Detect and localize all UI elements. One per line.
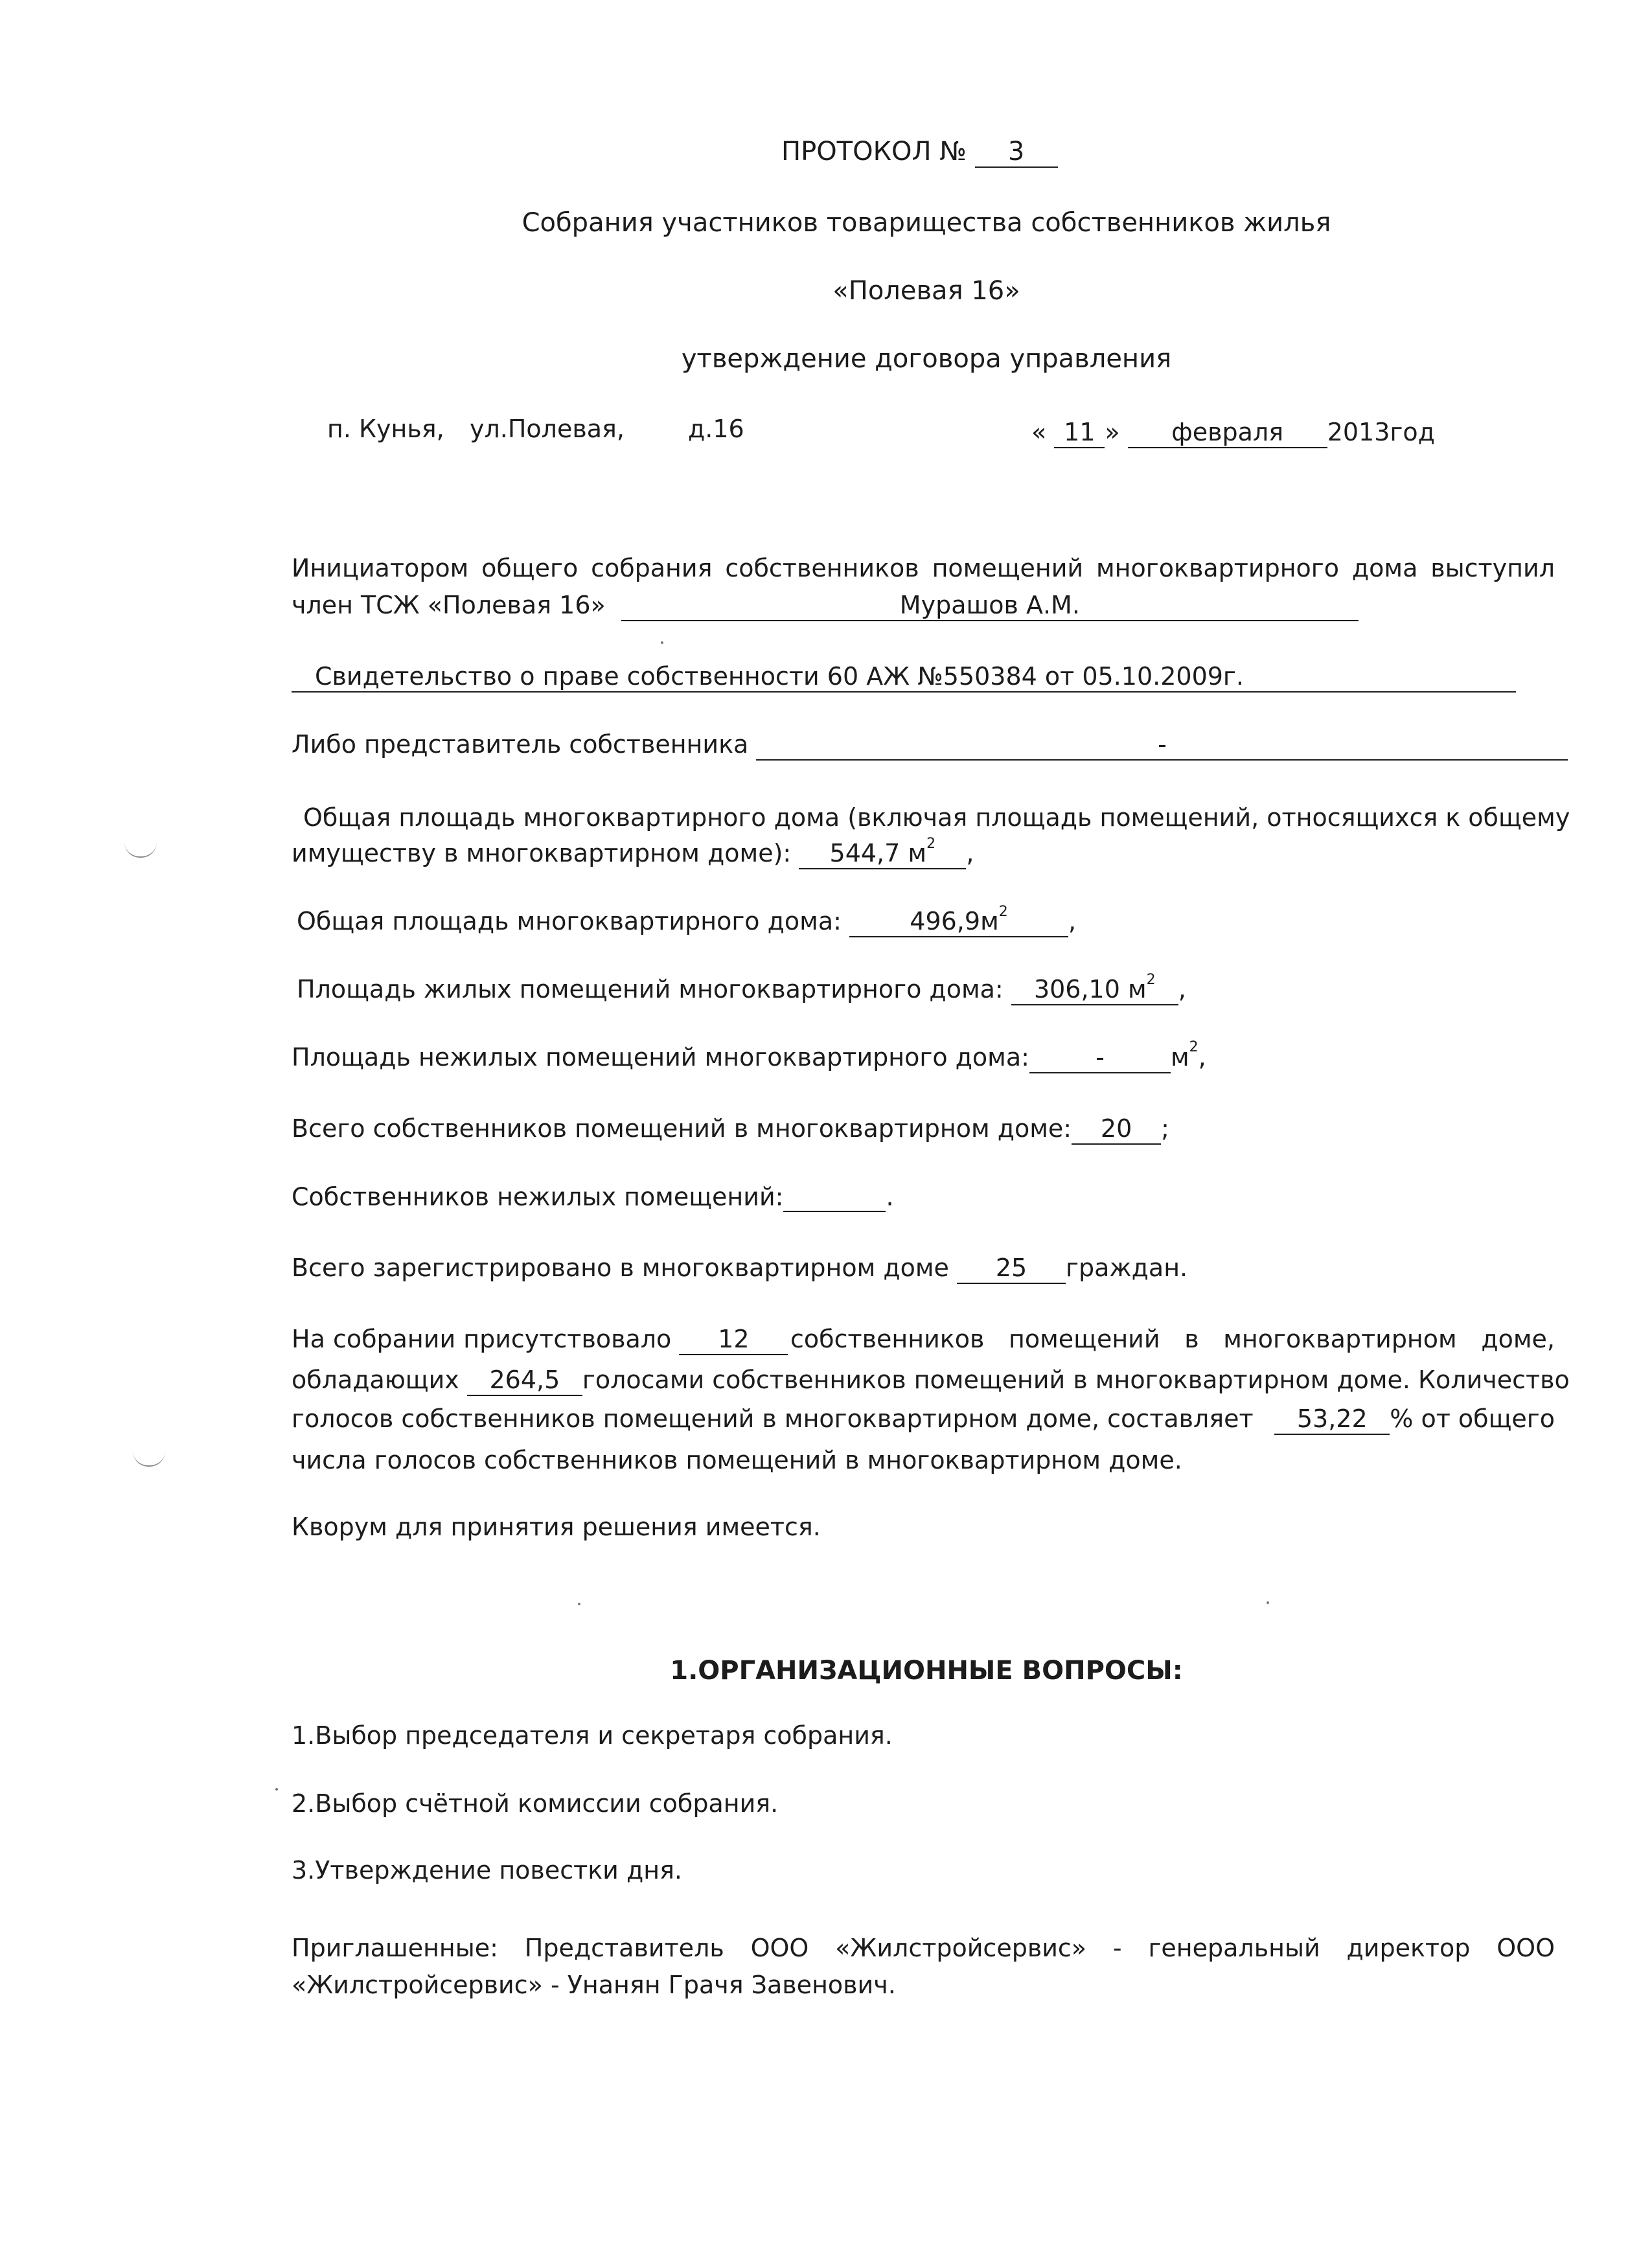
protocol-title	[781, 136, 1058, 168]
total-area-label: Общая площадь многоквартирного дома:	[297, 907, 842, 935]
date-year: 2013год	[1327, 418, 1435, 446]
attendance-line-1	[292, 1325, 1555, 1355]
subtitle-line-3: утверждение договора управления	[681, 344, 1172, 374]
comma: ,	[966, 839, 974, 867]
votes-prefix: обладающих	[292, 1366, 459, 1394]
initiator-name: Мурашов А.М.	[621, 591, 1359, 621]
date-month: февраля	[1128, 418, 1327, 448]
initiator-line-2	[292, 591, 1359, 621]
living-area-line	[297, 972, 1186, 1005]
initiator-member-label: член ТСЖ «Полевая 16»	[292, 591, 606, 619]
living-area-label: Площадь жилых помещений многоквартирного дома:	[297, 975, 1004, 1003]
votes-suffix: голосами собственников помещений в многоквартирном доме. Количество	[582, 1366, 1570, 1394]
place-house: д.16	[688, 415, 744, 443]
representative-label: Либо представитель собственника	[292, 730, 749, 759]
owners-total-label: Всего собственников помещений в многоквартирном доме:	[292, 1114, 1072, 1143]
living-area-value: 306,10 м	[1033, 975, 1147, 1003]
votes-value: 264,5	[467, 1366, 582, 1396]
scan-speck	[661, 641, 663, 644]
agenda-item-3: 3.Утверждение повестки дня.	[292, 1856, 683, 1884]
percent-value: 53,22	[1274, 1405, 1390, 1435]
comma: ,	[1068, 907, 1077, 935]
agenda-item-2: 2.Выбор счётной комиссии собрания.	[292, 1789, 779, 1818]
percent-suffix: % от общего	[1390, 1404, 1555, 1433]
punch-hole-mark	[133, 1451, 165, 1467]
section-title: 1.ОРГАНИЗАЦИОННЫЕ ВОПРОСЫ:	[670, 1656, 1183, 1686]
registered-value: 25	[957, 1254, 1066, 1284]
comma: ,	[1178, 975, 1186, 1003]
unit-m: м	[1170, 1043, 1189, 1071]
superscript-2: 2	[1189, 1039, 1199, 1055]
punch-hole-mark	[124, 842, 157, 858]
scan-speck	[275, 1788, 278, 1791]
certificate-text: Свидетельство о праве собственности 60 АЖ №550384 от 05.10.2009г.	[292, 663, 1516, 693]
total-area-incl-label: имуществу в многоквартирном доме):	[292, 839, 792, 867]
total-area-value: 496,9м	[910, 907, 999, 935]
place-settlement: п. Кунья,	[327, 415, 444, 443]
invited-line-2: «Жилстройсервис» - Унанян Грачя Завенович.	[292, 1971, 896, 1999]
date-close-quote: »	[1105, 418, 1120, 446]
attendance-line-4: числа голосов собственников помещений в многоквартирном доме.	[292, 1446, 1182, 1474]
attendance-line-3	[292, 1404, 1555, 1435]
initiator-line-1: Инициатором общего собрания собственников помещений многоквартирного дома выступил	[292, 554, 1555, 582]
registered-line	[292, 1254, 1187, 1284]
total-area-incl-line-2	[292, 836, 974, 869]
percent-prefix: голосов собственников помещений в многоквартирном доме, составляет	[292, 1404, 1254, 1433]
total-area-line	[297, 904, 1077, 937]
owners-nonliving-value	[783, 1182, 886, 1212]
owners-total-line	[292, 1114, 1169, 1145]
meeting-date	[1031, 418, 1435, 448]
attendance-suffix: собственников помещений в многоквартирном доме,	[790, 1325, 1555, 1353]
comma: ,	[1198, 1043, 1206, 1071]
invited-line-1: Приглашенные: Представитель ООО «Жилстройсервис» - генеральный директор ООО	[292, 1934, 1555, 1962]
registered-suffix: граждан.	[1066, 1254, 1188, 1282]
protocol-label: ПРОТОКОЛ №	[781, 137, 967, 166]
superscript-2: 2	[926, 836, 936, 852]
owners-nonliving-line	[292, 1182, 894, 1212]
quorum-line: Кворум для принятия решения имеется.	[292, 1513, 821, 1541]
protocol-number: 3	[975, 137, 1058, 168]
subtitle-line-1: Собрания участников товарищества собственников жилья	[522, 208, 1331, 238]
agenda-item-1: 1.Выбор председателя и секретаря собрания.	[292, 1721, 893, 1750]
period: .	[886, 1182, 894, 1211]
owners-nonliving-label: Собственников нежилых помещений:	[292, 1182, 784, 1211]
superscript-2: 2	[998, 904, 1008, 920]
representative-value: -	[756, 731, 1568, 761]
certificate-line	[292, 662, 1516, 693]
nonliving-area-label: Площадь нежилых помещений многоквартирного дома:	[292, 1043, 1029, 1071]
date-open-quote: «	[1031, 418, 1047, 446]
total-area-incl-line-1: Общая площадь многоквартирного дома (включая площадь помещений, относящихся к общему	[303, 803, 1570, 832]
scan-speck	[1267, 1601, 1269, 1604]
attendance-prefix: На собрании присутствовало	[292, 1325, 672, 1353]
nonliving-area-value: -	[1029, 1044, 1171, 1073]
nonliving-area-line	[292, 1039, 1206, 1073]
superscript-2: 2	[1146, 972, 1156, 988]
attendance-line-2	[292, 1366, 1570, 1396]
representative-line	[292, 730, 1568, 761]
registered-label: Всего зарегистрировано в многоквартирном доме	[292, 1254, 949, 1282]
date-day: 11	[1054, 418, 1105, 448]
place-street: ул.Полевая,	[470, 415, 625, 443]
scan-speck	[578, 1603, 580, 1605]
total-area-incl-value: 544,7 м	[829, 839, 927, 867]
owners-total-value: 20	[1072, 1115, 1161, 1145]
attendance-count: 12	[679, 1325, 788, 1355]
subtitle-line-2: «Полевая 16»	[832, 276, 1020, 306]
semicolon: ;	[1161, 1114, 1169, 1143]
